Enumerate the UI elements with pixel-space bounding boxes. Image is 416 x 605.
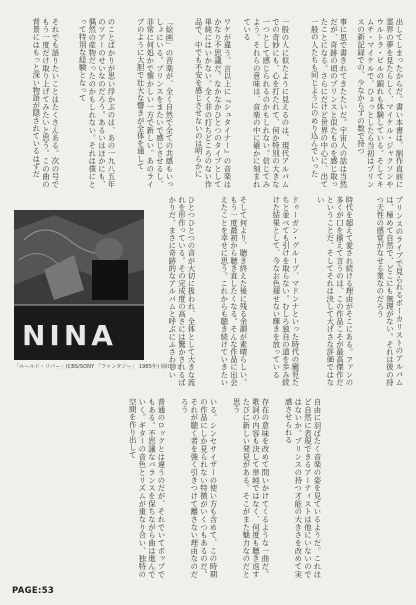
body-column: ドゥーガン・グループ、マドンナといった時代の寵児たちと並べても引けを取らない。むしろ独自の道を歩み続けた結果として、今なお色褪せない輝きを放っている: [271, 196, 300, 386]
photo-illustration: [14, 210, 144, 360]
photo-nina: [14, 210, 144, 360]
photo-caption: 「ルールド・リバー」(CBS/SONY 「ファンタジー」 1985年) 岡田典子: [14, 364, 182, 370]
page-number: PAGE:53: [12, 586, 55, 596]
body-column: それでも語りたいことはたくさんある。次の号でもう一度だけ取り上げてみたいと思う。この曲の背景にはもっと深い物語が隠されているはずだ: [31, 18, 60, 188]
body-column: のことばかりが思い浮かぶのは、あの一九八五年のツアーのせいなのだろう。あるいはほかにも、偶然の産物だったのかもしれない。それは僕にとって特別な経験となって: [78, 18, 116, 188]
body-column: ワケが違う。言以上に『シュタイナー』の音楽はかなり不思議だ。なかなかひとつのタイプとして単純にはいかない。全く非の打ちどころのない作品で、中でも不安を感じさせないのは明らかに: [194, 18, 232, 188]
body-column: 出してしまったからだ。書い本書は、制作直前に霊界の夢を見たらしく、マイケル・ジャクソンやウルトラ・ビルの顕れも体験している。そしてキムチ・マイケルで、ひょっとしたら当初はプリンスの新記録での、少なからずの数で持つ: [356, 18, 404, 188]
body-column: 存在の意味を改めて問いかけてくるような一曲だ。歌詞の内容も決して単純ではなく、何度も聴き返すたびに新しい発見がある。そこがまた魅力なのだと思う: [232, 398, 270, 578]
body-column: 普通のロックとは違うのだが、それでいてポップでもある。不思議なバランスを保ちながら曲は進んでいく。ギターの音色とリズムが重なり合い、独特の空間を作り出して: [128, 398, 166, 578]
photo-nina-text: NINA: [22, 319, 117, 352]
body-column: 事に思で書きれてきたたいだ。宇宙人の話は当然だが、奇跡の頃のプリンスと似たものを感じ取ったことになる。さらにだけど世界の中心に、出て一般の人たちも同じようにのめり込んでいった: [310, 18, 348, 188]
body-column: プリンスのライブで見られるボーカリストのアルバムは、極めて自然で、どこにも無理がない。それは彼の持つ天性の感覚がなせる業なのだろう: [375, 196, 404, 386]
body-column: いる。シンセサイザーの使い方も含めて、この時期の作品にしか見られない特徴がいくつもあるのだ。それが聴く者を強く引きつけて離さない理由なのだろう: [180, 398, 218, 578]
body-column: 一般の人に似たように見えるのは、現代アルバムでの奇妙にも、心を打たれて、何か特別の大きな一つとして感じられるのかもしれない。信じてみよう。それらの意味は、音楽の中に確かに刻まれている: [242, 18, 290, 188]
body-column: ひとつひとつの音が大切に扱われ、全体として大きな流れを形作っている。その完成度の高さには驚かされるばかりだ。まさに奇跡的なアルバムと呼ぶにふさわしい: [167, 196, 196, 386]
body-column: 時代を超えて愛され続ける理由がそこにある。ファンの多くが口を揃えて言うのは、この作品こそが最高傑作だということだ。そしてそれは決して大げさな評価ではない: [316, 196, 354, 386]
body-column: 「絵画」の音楽が、全く自然で全ての共感もいっしょにいる。プリンスをまたいで感じさせるし、非常に何処かで懐かしい一方で新しい。あのライブのように大胆で壮大な響きが全体を通して: [136, 18, 174, 188]
body-column: 自由に羽ばたく音楽の姿を見ているようだ。これほど自然に表現できるアーティストは他にいないのではないか。プリンスの持つ才能の大きさを改めて実感させられる: [284, 398, 322, 578]
body-column: そして何より、聴き終えた後に残る余韻が素晴らしい。もう一度最初から聴き直したくなる。そんな作品に出会えたことを幸せに思う。これからも聴き続けていきたい: [219, 196, 248, 386]
